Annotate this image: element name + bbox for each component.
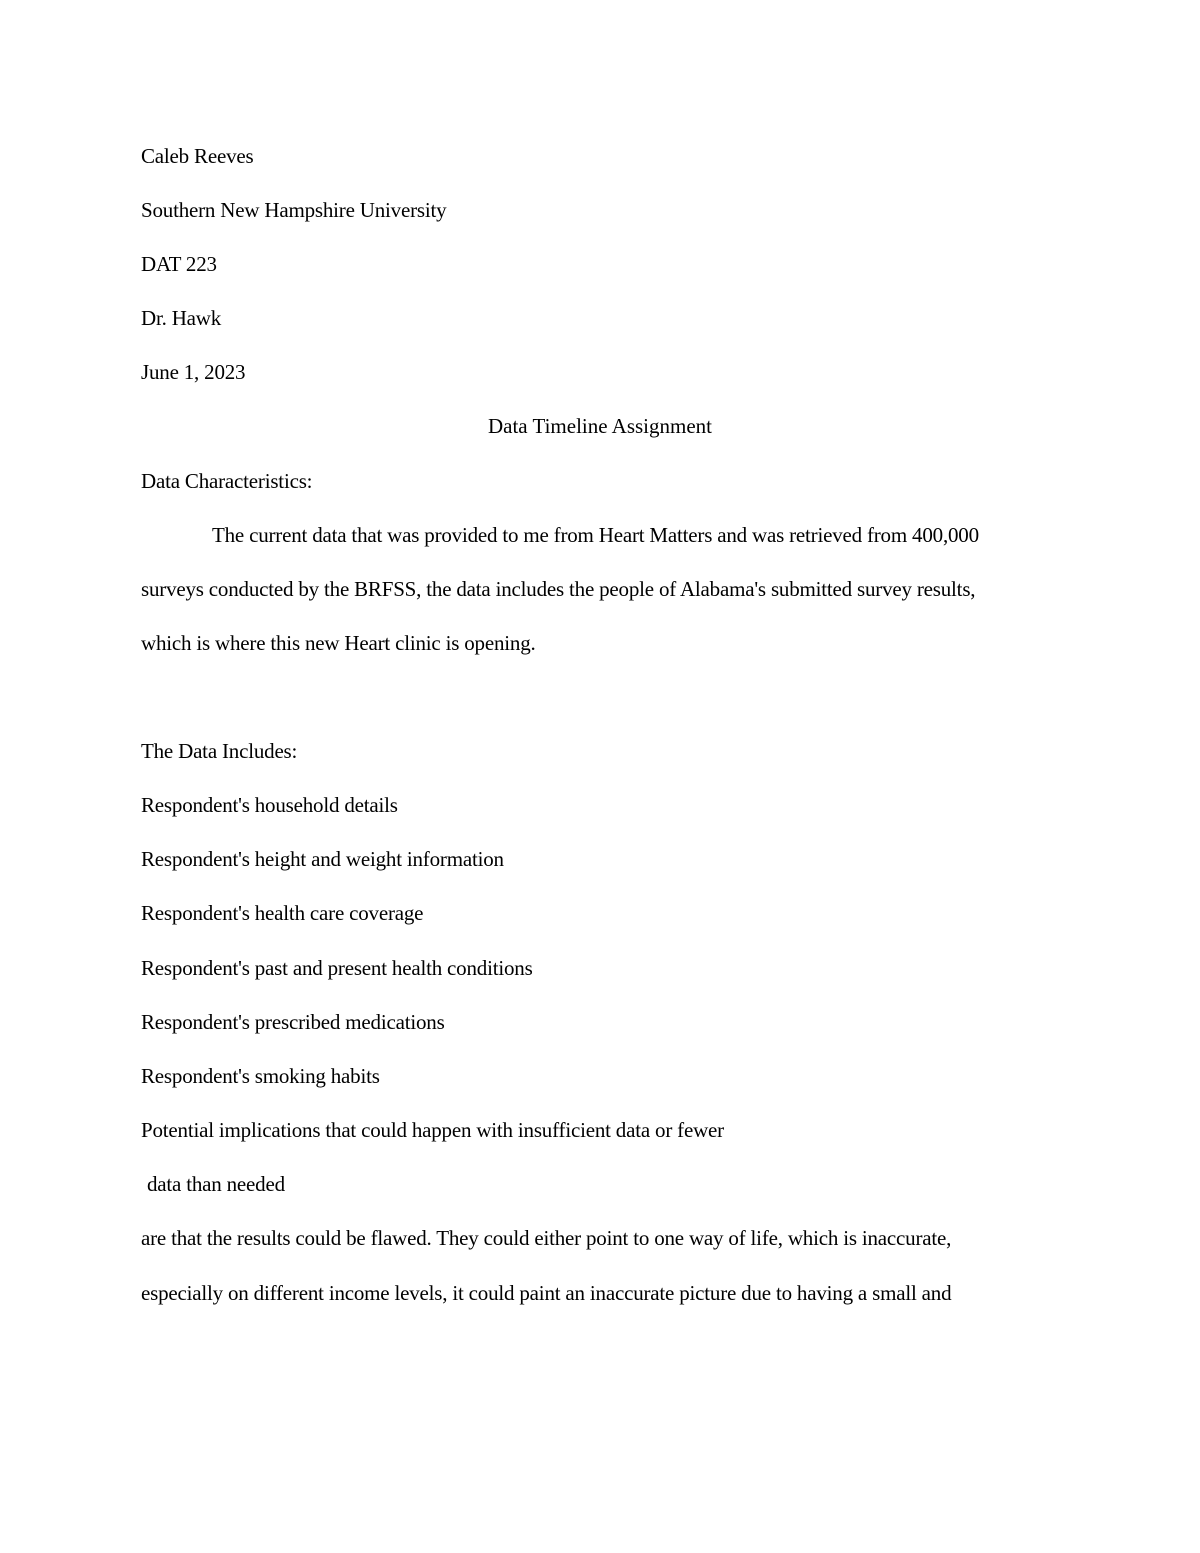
intro-paragraph-line: which is where this new Heart clinic is opening. <box>141 631 536 655</box>
submission-date: June 1, 2023 <box>141 360 246 384</box>
list-item: Respondent's health care coverage <box>141 901 424 925</box>
course-code: DAT 223 <box>141 252 217 276</box>
institution-name: Southern New Hampshire University <box>141 198 447 222</box>
includes-heading: The Data Includes: <box>141 739 298 763</box>
list-item: Respondent's height and weight information <box>141 847 504 871</box>
list-item: Respondent's smoking habits <box>141 1064 380 1088</box>
implications-line: especially on different income levels, it could paint an inaccurate picture due to having a small and <box>141 1281 952 1305</box>
list-item: Respondent's prescribed medications <box>141 1010 445 1034</box>
section-heading: Data Characteristics: <box>141 469 313 493</box>
implications-line: Potential implications that could happen with insufficient data or fewer <box>141 1118 724 1142</box>
intro-paragraph-line: The current data that was provided to me from Heart Matters and was retrieved from 400,000 <box>212 523 979 547</box>
list-item: Respondent's household details <box>141 793 398 817</box>
implications-line: are that the results could be flawed. They could either point to one way of life, which is inaccurate, <box>141 1226 952 1250</box>
list-item: Respondent's past and present health conditions <box>141 956 533 980</box>
author-name: Caleb Reeves <box>141 144 254 168</box>
instructor-name: Dr. Hawk <box>141 306 222 330</box>
implications-line: data than needed <box>147 1172 285 1196</box>
intro-paragraph-line: surveys conducted by the BRFSS, the data includes the people of Alabama's submitted survey results, <box>141 577 976 601</box>
document-title: Data Timeline Assignment <box>487 414 712 438</box>
